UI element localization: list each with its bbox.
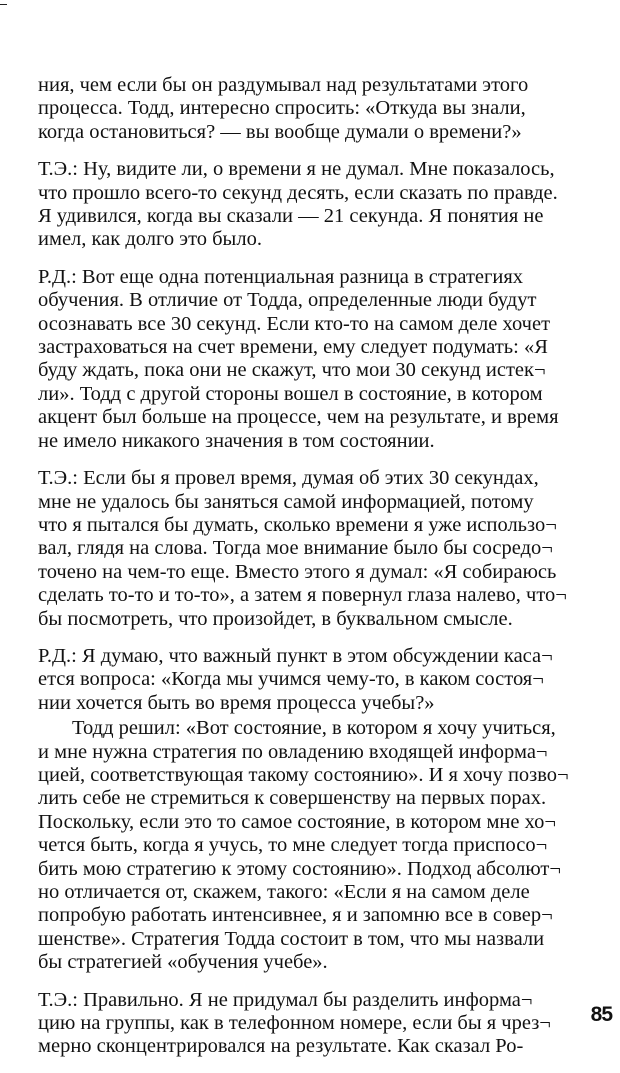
text-line: чется быть, когда я учусь, то мне следует тогда приспосо¬ — [38, 834, 548, 857]
text-line: не имело никакого значения в том состоянии. — [38, 429, 435, 452]
text-line: бы стратегией «обучения учебе». — [38, 951, 328, 974]
text-line: осознавать все 30 секунд. Если кто-то на самом деле хочет — [38, 312, 551, 335]
text-line: Р.Д.: Вот еще одна потенциальная разница в стратегиях — [38, 265, 524, 288]
text-line: цию на группы, как в телефонном номере, если бы я чрез¬ — [38, 1012, 551, 1035]
text-line: попробую работать интенсивнее, я и запомню все в совер¬ — [38, 904, 553, 927]
text-line: шенстве». Стратегия Тодда состоит в том, что мы назвали — [38, 927, 545, 950]
text-line: сделать то-то и то-то», а затем я повернул глаза налево, что¬ — [38, 584, 567, 607]
text-line: Я удивился, когда вы сказали — 21 секунда. Я понятия не — [38, 205, 544, 228]
text-line: Р.Д.: Я думаю, что важный пункт в этом обсуждении каса¬ — [38, 644, 553, 667]
text-line: Т.Э.: Ну, видите ли, о времени я не думал. Мне показалось, — [38, 158, 555, 181]
text-line: лить себе не стремиться к совершенству на первых порах. — [38, 787, 547, 810]
text-line: бить мою стратегию к этому состоянию». Подход абсолют¬ — [38, 857, 561, 880]
text-line: ния, чем если бы он раздумывал над результатами этого — [38, 74, 529, 96]
paragraph-te-1 — [38, 158, 612, 252]
corner-mark — [0, 4, 7, 5]
text-line: Т.Э.: Правильно. Я не придумал бы разделить информа¬ — [38, 988, 533, 1011]
text-line: что прошло всего-то секунд десять, если сказать по правде. — [38, 181, 558, 204]
paragraph-rd-1 — [38, 266, 612, 453]
paragraph-rd-2-continued — [38, 717, 612, 974]
text-line: мне не удалось бы заняться самой информацией, потому — [38, 490, 534, 513]
paragraph-rd-2 — [38, 645, 612, 715]
text-line: Поскольку, если это то самое состояние, в котором мне хо¬ — [38, 810, 556, 833]
text-line: процесса. Тодд, интересно спросить: «Откуда вы знали, — [38, 97, 526, 120]
text-line: буду ждать, пока они не скажут, что мои 30 секунд истек¬ — [38, 359, 546, 382]
text-line: имел, как долго это было. — [38, 228, 262, 251]
text-line: точено на чем-то еще. Вместо этого я думал: «Я собираюсь — [38, 560, 557, 583]
paragraph-continuation — [38, 74, 612, 144]
text-line: цией, соответствующая такому состоянию». И я хочу позво¬ — [38, 763, 569, 786]
text-line: ли». Тодд с другой стороны вошел в состояние, в котором — [38, 382, 543, 405]
text-line: нии хочется быть во время процесса учебы?» — [38, 691, 435, 714]
text-line: обучения. В отличие от Тодда, определенные люди будут — [38, 289, 537, 312]
text-line: акцент был больше на процессе, чем на результате, и время — [38, 406, 559, 429]
text-line: застраховаться на счет времени, ему следует подумать: «Я — [38, 336, 548, 359]
text-line: Т.Э.: Если бы я провел время, думая об этих 30 секундах, — [38, 467, 539, 490]
text-line: мерно сконцентрировался на результате. Как сказал Ро- — [38, 1035, 524, 1058]
paragraph-te-3 — [38, 989, 612, 1059]
page-number: 85 — [590, 1003, 612, 1026]
text-line: но отличается от, скажем, такого: «Если я на самом деле — [38, 881, 530, 903]
paragraph-te-2 — [38, 467, 612, 631]
text-line: что я пытался бы думать, сколько времени я уже использо¬ — [38, 513, 557, 536]
text-line: вал, глядя на слова. Тогда мое внимание было бы сосредо¬ — [38, 537, 553, 560]
text-line: когда остановиться? — вы вообще думали о времени?» — [38, 120, 522, 143]
text-line: ется вопроса: «Когда мы учимся чему-то, в каком состоя¬ — [38, 668, 544, 691]
text-line: и мне нужна стратегия по овладению входящей информа¬ — [38, 740, 548, 763]
text-line: Тодд решил: «Вот состояние, в котором я хочу учиться, — [72, 717, 556, 740]
text-line: бы посмотреть, что произойдет, в буквальном смысле. — [38, 607, 513, 630]
page-body — [38, 74, 612, 1073]
